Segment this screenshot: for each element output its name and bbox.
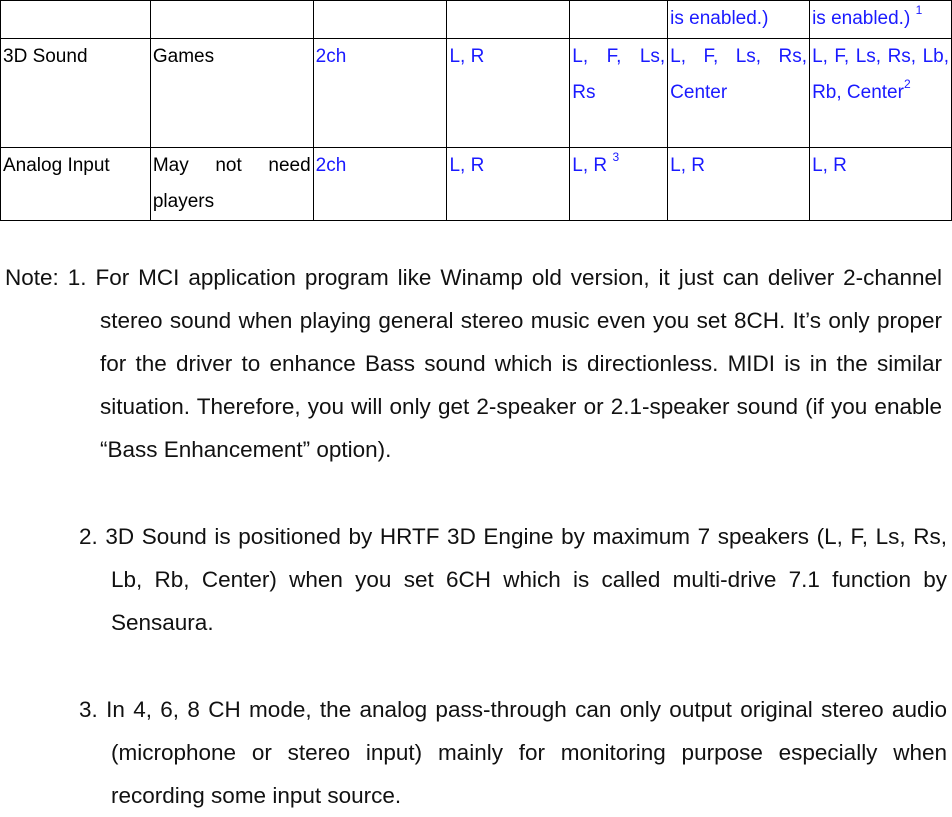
table-cell: Games	[150, 39, 313, 148]
note-1: Note: 1. For MCI application program like Winamp old version, it just can deliver 2-channel stereo sound when playing general stereo music even you set 8CH. It’s only proper for the driver to enhance Bass sound which is directionless. MIDI is in the similar situation. Therefore, you will only get 2-speaker or 2.1-speaker sound (if you enable “Bass Enhancement” option).	[5, 265, 942, 462]
table-row	[1, 148, 952, 221]
table-cell: 2ch	[313, 39, 447, 148]
footnote-ref: 1	[915, 3, 923, 17]
table-cell: Analog Input	[1, 148, 151, 221]
table-cell: 2ch	[313, 148, 447, 221]
table-cell: L, R	[810, 148, 952, 221]
table-row	[1, 39, 952, 148]
table-cell: L, R	[668, 148, 810, 221]
table-cell: 3D Sound	[1, 39, 151, 148]
table-cell: L, F, Ls, Rs, Center	[668, 39, 810, 148]
table-cell: is enabled.)	[668, 1, 810, 39]
note-3: 3. In 4, 6, 8 CH mode, the analog pass-through can only output original stereo audio (microphone or stereo input) mainly for monitoring purpose especially when recording some input source.	[79, 697, 947, 808]
table-cell: is enabled.) $^1$	[810, 1, 952, 39]
table-cell: L, F, Ls, Rs, Lb, Rb, Center$^2$	[810, 39, 952, 148]
table-cell: May not need players	[150, 148, 313, 221]
footnote-ref: 3	[612, 150, 620, 164]
table-cell: L, R $^3$	[570, 148, 668, 221]
table-cell: L, R	[447, 39, 570, 148]
table-cell: L, F, Ls, Rs	[570, 39, 668, 148]
table-cell: L, R	[447, 148, 570, 221]
footnote-ref: 2	[903, 77, 911, 91]
table-row	[1, 1, 952, 39]
note-2: 2. 3D Sound is positioned by HRTF 3D Engine by maximum 7 speakers (L, F, Ls, Rs, Lb, Rb, Center) when you set 6CH which is called multi-drive 7.1 function by Sensaura.	[79, 524, 947, 635]
channel-table	[0, 0, 952, 221]
